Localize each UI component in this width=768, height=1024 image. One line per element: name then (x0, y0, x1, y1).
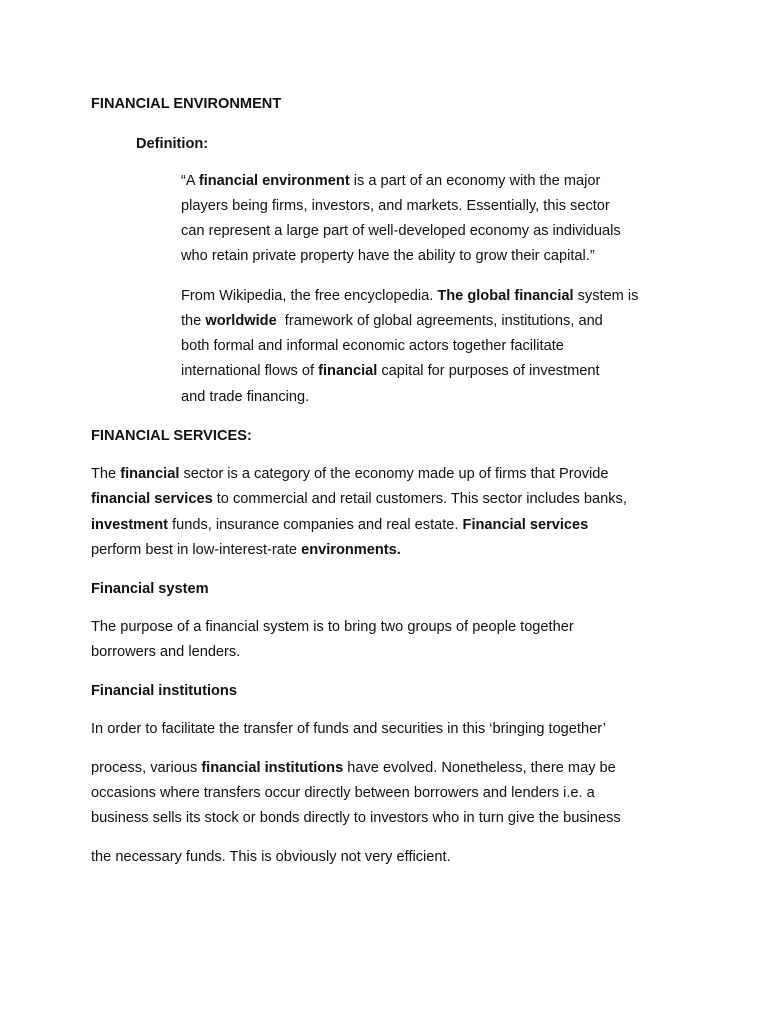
text-run: both formal and informal economic actors together facilitate (181, 338, 564, 354)
paragraph-line (91, 809, 621, 827)
paragraph-line (91, 759, 616, 777)
bold-term: environments. (301, 542, 401, 558)
text-run: players being firms, investors, and markets. Essentially, this sector (181, 198, 610, 214)
bold-term: financial institutions (201, 760, 344, 776)
text-run: system is (573, 288, 639, 304)
system-heading: Financial system (91, 581, 209, 597)
text-run: who retain private property have the ability to grow their capital.” (181, 248, 595, 264)
paragraph-line (91, 490, 627, 508)
paragraph-line (91, 848, 451, 866)
paragraph-line (181, 312, 603, 330)
institutions-heading: Financial institutions (91, 683, 237, 699)
text-run: funds, insurance companies and real estate. (168, 517, 463, 533)
text-run: and trade financing. (181, 389, 310, 405)
text-run: have evolved. Nonetheless, there may be (343, 760, 616, 776)
bold-term: financial environment (198, 173, 350, 189)
text-run: to commercial and retail customers. This sector includes banks, (212, 491, 627, 507)
services-heading: FINANCIAL SERVICES: (91, 428, 252, 444)
document-title: FINANCIAL ENVIRONMENT (91, 96, 282, 112)
text-run: perform best in low-interest-rate (91, 542, 302, 558)
text-run: international flows of (181, 363, 319, 379)
paragraph-line (181, 337, 564, 355)
bold-term: investment (91, 517, 169, 533)
bold-term: worldwide (205, 313, 277, 329)
text-run: “A (181, 173, 199, 189)
text-run: sector is a category of the economy made up of firms that Provide (179, 466, 609, 482)
paragraph-line (181, 388, 309, 406)
paragraph-line (181, 197, 610, 215)
bold-term: financial (318, 363, 378, 379)
paragraph-line (91, 720, 606, 738)
text-run: is a part of an economy with the major (349, 173, 601, 189)
text-run: The purpose of a financial system is to bring two groups of people together (91, 619, 574, 635)
text-run: From Wikipedia, the free encyclopedia. (181, 288, 438, 304)
bold-term: Financial services (462, 517, 589, 533)
paragraph-line (181, 362, 600, 380)
text-run: The (91, 466, 121, 482)
text-run: framework of global agreements, institutions, and (276, 313, 603, 329)
paragraph-line (181, 222, 621, 240)
paragraph-line (181, 287, 638, 305)
text-run: capital for purposes of investment (377, 363, 600, 379)
text-run: business sells its stock or bonds directly to investors who in turn give the business (91, 810, 621, 826)
definition-heading: Definition: (136, 136, 209, 152)
paragraph-line (91, 784, 595, 802)
text-run: can represent a large part of well-developed economy as individuals (181, 223, 621, 239)
text-run: In order to facilitate the transfer of funds and securities in this ‘bringing together’ (91, 721, 606, 737)
paragraph-line (91, 643, 240, 661)
paragraph-line (91, 465, 609, 483)
bold-term: financial (120, 466, 180, 482)
paragraph-line (181, 172, 600, 190)
text-run: the (181, 313, 206, 329)
text-run: process, various (91, 760, 202, 776)
bold-term: The global financial (437, 288, 574, 304)
paragraph-line (91, 516, 588, 534)
bold-term: financial services (91, 491, 213, 507)
paragraph-line (91, 541, 401, 559)
text-run: borrowers and lenders. (91, 644, 241, 660)
text-run: the necessary funds. This is obviously not very efficient. (91, 849, 451, 865)
paragraph-line (181, 247, 595, 265)
text-run: occasions where transfers occur directly between borrowers and lenders i.e. a (91, 785, 595, 801)
paragraph-line (91, 618, 574, 636)
